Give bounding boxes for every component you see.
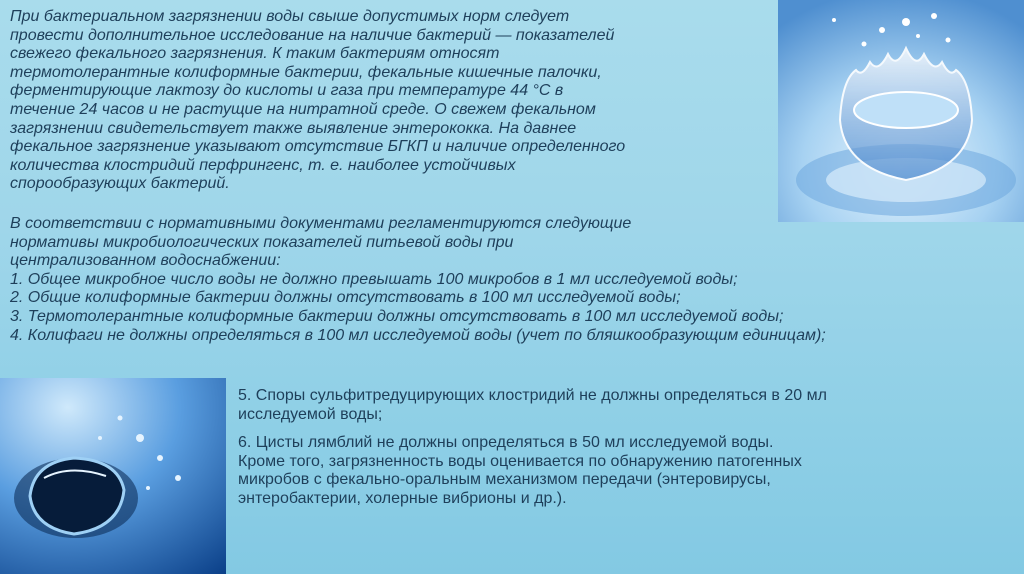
list-item: 2. Общие колиформные бактерии должны отсутствовать в 100 мл исследуемой воды; [10,289,681,307]
text-line: течение 24 часов и не растущие на нитратной среде. О свежем фекальном [10,100,596,118]
text-line: термотолерантные колиформные бактерии, фекальные кишечные палочки, [10,63,602,81]
intro-paragraph [10,8,770,194]
text-line: При бактериальном загрязнении воды свыше допустимых норм следует [10,8,570,25]
list-item: 4. Колифаги не должны определяться в 100 мл исследуемой воды (учет по бляшкообразующим единицам); [10,326,826,344]
norms-list-paragraph [10,215,1015,345]
additional-norms-paragraph [238,387,1018,509]
water-drop-splash-image [0,378,226,574]
list-item: 5. Споры сульфитредуцирующих клостридий не должны определяться в 20 мл [238,387,827,404]
text-line: количества клостридий перфрингенс, т. е. наиболее устойчивых [10,156,516,174]
text-line: централизованном водоснабжении: [10,252,281,270]
text-line: спорообразующих бактерий. [10,175,230,193]
text-line: свежего фекального загрязнения. К таким бактериям относят [10,45,500,63]
list-item: 1. Общее микробное число воды не должно превышать 100 микробов в 1 мл исследуемой воды; [10,270,738,288]
list-item: 6. Цисты лямблий не должны определяться в 50 мл исследуемой воды. [238,434,774,452]
text-line: ферментирующие лактозу до кислоты и газа при температуре 44 °С в [10,82,564,100]
text-line: энтеробактерии, холерные вибрионы и др.). [238,489,567,507]
text-line: микробов с фекально-оральным механизмом передачи (энтеровирусы, [238,471,771,489]
text-line: В соответствии с нормативными документами регламентируются следующие [10,215,632,232]
list-item: 3. Термотолерантные колиформные бактерии должны отсутствовать в 100 мл исследуемой воды; [10,307,784,325]
text-line: фекальное загрязнение указывают отсутствие БГКП и наличие определенного [10,138,626,156]
water-splash-crown-image [778,0,1024,222]
text-line: провести дополнительное исследование на наличие бактерий — показателей [10,26,615,44]
text-line: нормативы микробиологических показателей питьевой воды при [10,233,514,251]
text-line: Кроме того, загрязненность воды оценивается по обнаружению патогенных [238,452,802,470]
text-line: загрязнении свидетельствует также выявление энтерококка. На давнее [10,119,577,137]
text-line: исследуемой воды; [238,405,383,423]
